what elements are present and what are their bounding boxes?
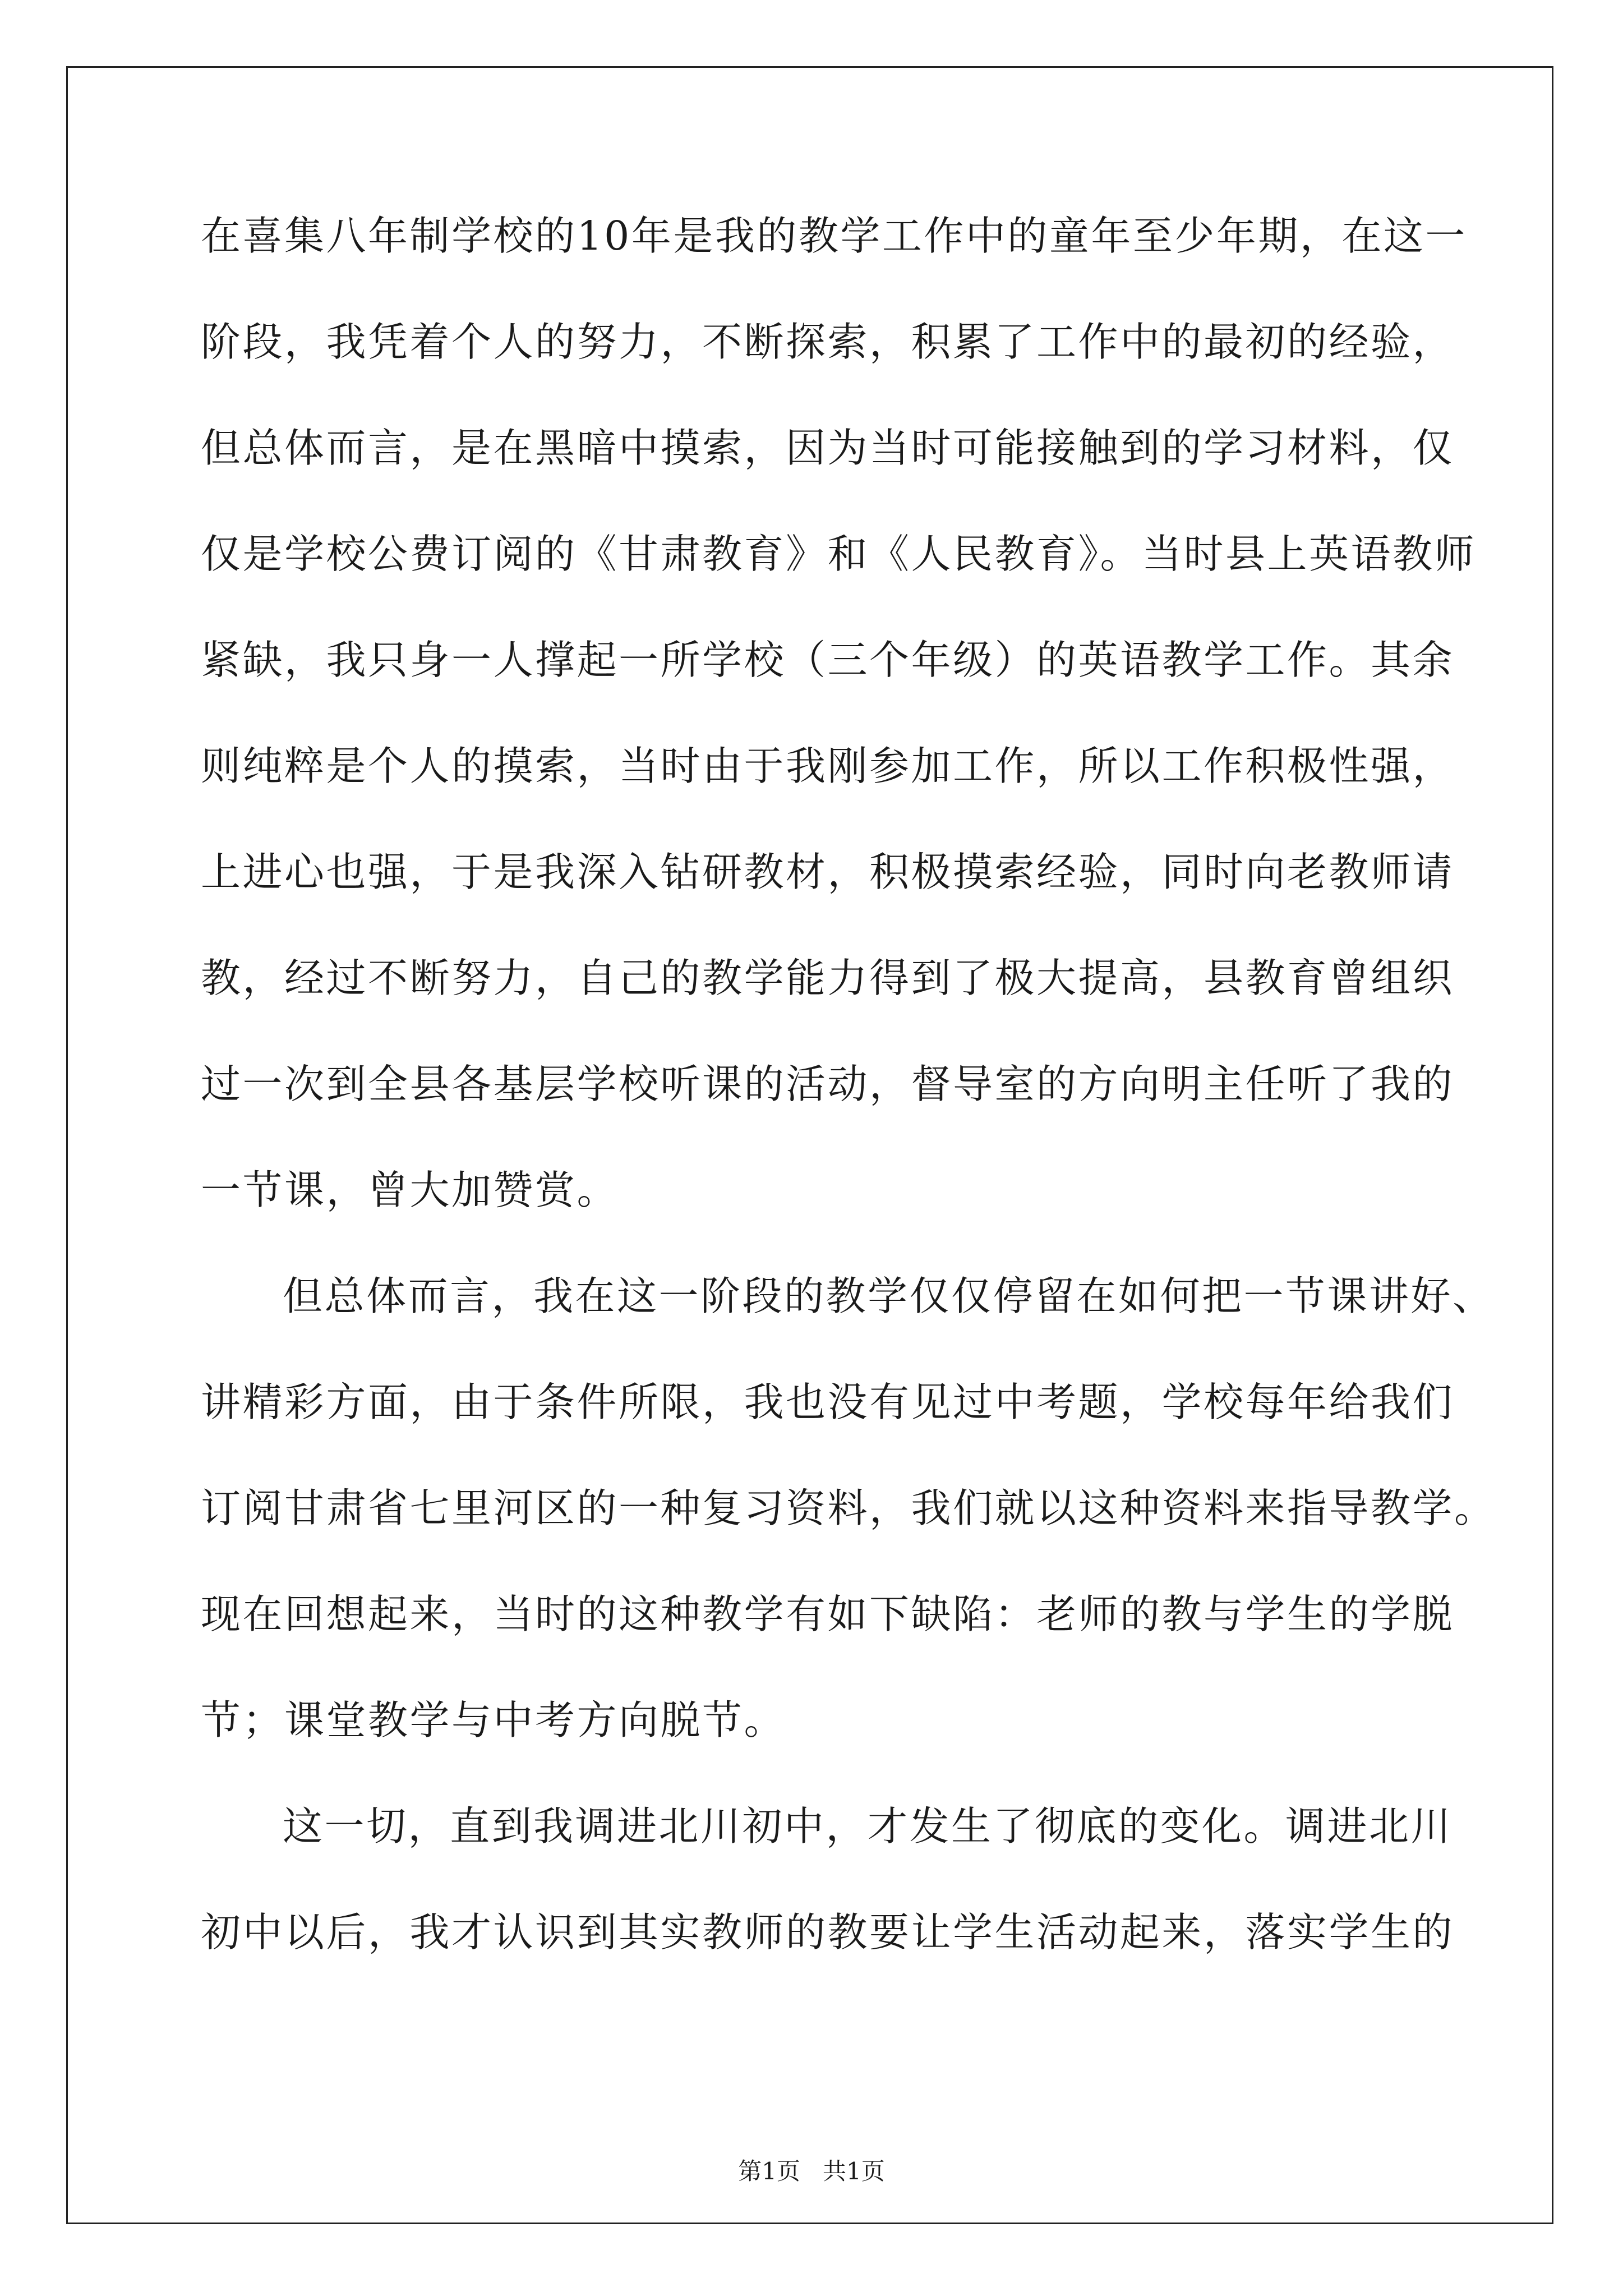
page-number-footer: 第1页 共1页	[738, 2157, 885, 2185]
text-line-13: 订阅甘肃省七里河区的一种复习资料，我们就以这种资料来指导教学。	[201, 1485, 1496, 1531]
text-line-17: 初中以后，我才认识到其实教师的教要让学生活动起来，落实学生的	[201, 1909, 1455, 1955]
text-line-1: 在喜集八年制学校的10年是我的教学工作中的童年至少年期，在这一	[201, 213, 1467, 259]
text-line-8: 教，经过不断努力，自己的教学能力得到了极大提高，县教育曾组织	[201, 955, 1455, 1001]
text-line-10: 一节课，曾大加赞赏。	[201, 1167, 619, 1213]
text-line-12: 讲精彩方面，由于条件所限，我也没有见过中考题，学校每年给我们	[201, 1379, 1455, 1425]
text-line-6: 则纯粹是个人的摸索，当时由于我刚参加工作，所以工作积极性强，	[201, 743, 1455, 789]
text-line-9: 过一次到全县各基层学校听课的活动，督导室的方向明主任听了我的	[201, 1061, 1455, 1107]
document-body	[201, 213, 1496, 2018]
text-line-2: 阶段，我凭着个人的努力，不断探索，积累了工作中的最初的经验，	[201, 319, 1455, 365]
text-line-7: 上进心也强，于是我深入钻研教材，积极摸索经验，同时向老教师请	[201, 849, 1455, 895]
text-line-11: 但总体而言，我在这一阶段的教学仅仅停留在如何把一节课讲好、	[283, 1273, 1495, 1319]
text-line-16: 这一切，直到我调进北川初中，才发生了彻底的变化。调进北川	[283, 1803, 1453, 1849]
text-line-4: 仅是学校公费订阅的《甘肃教育》和《人民教育》。当时县上英语教师	[201, 531, 1477, 577]
text-line-14: 现在回想起来，当时的这种教学有如下缺陷：老师的教与学生的学脱	[201, 1591, 1455, 1637]
text-line-15: 节；课堂教学与中考方向脱节。	[201, 1697, 786, 1743]
text-line-5: 紧缺，我只身一人撑起一所学校（三个年级）的英语教学工作。其余	[201, 637, 1455, 683]
text-line-3: 但总体而言，是在黑暗中摸索，因为当时可能接触到的学习材料，仅	[201, 425, 1455, 471]
